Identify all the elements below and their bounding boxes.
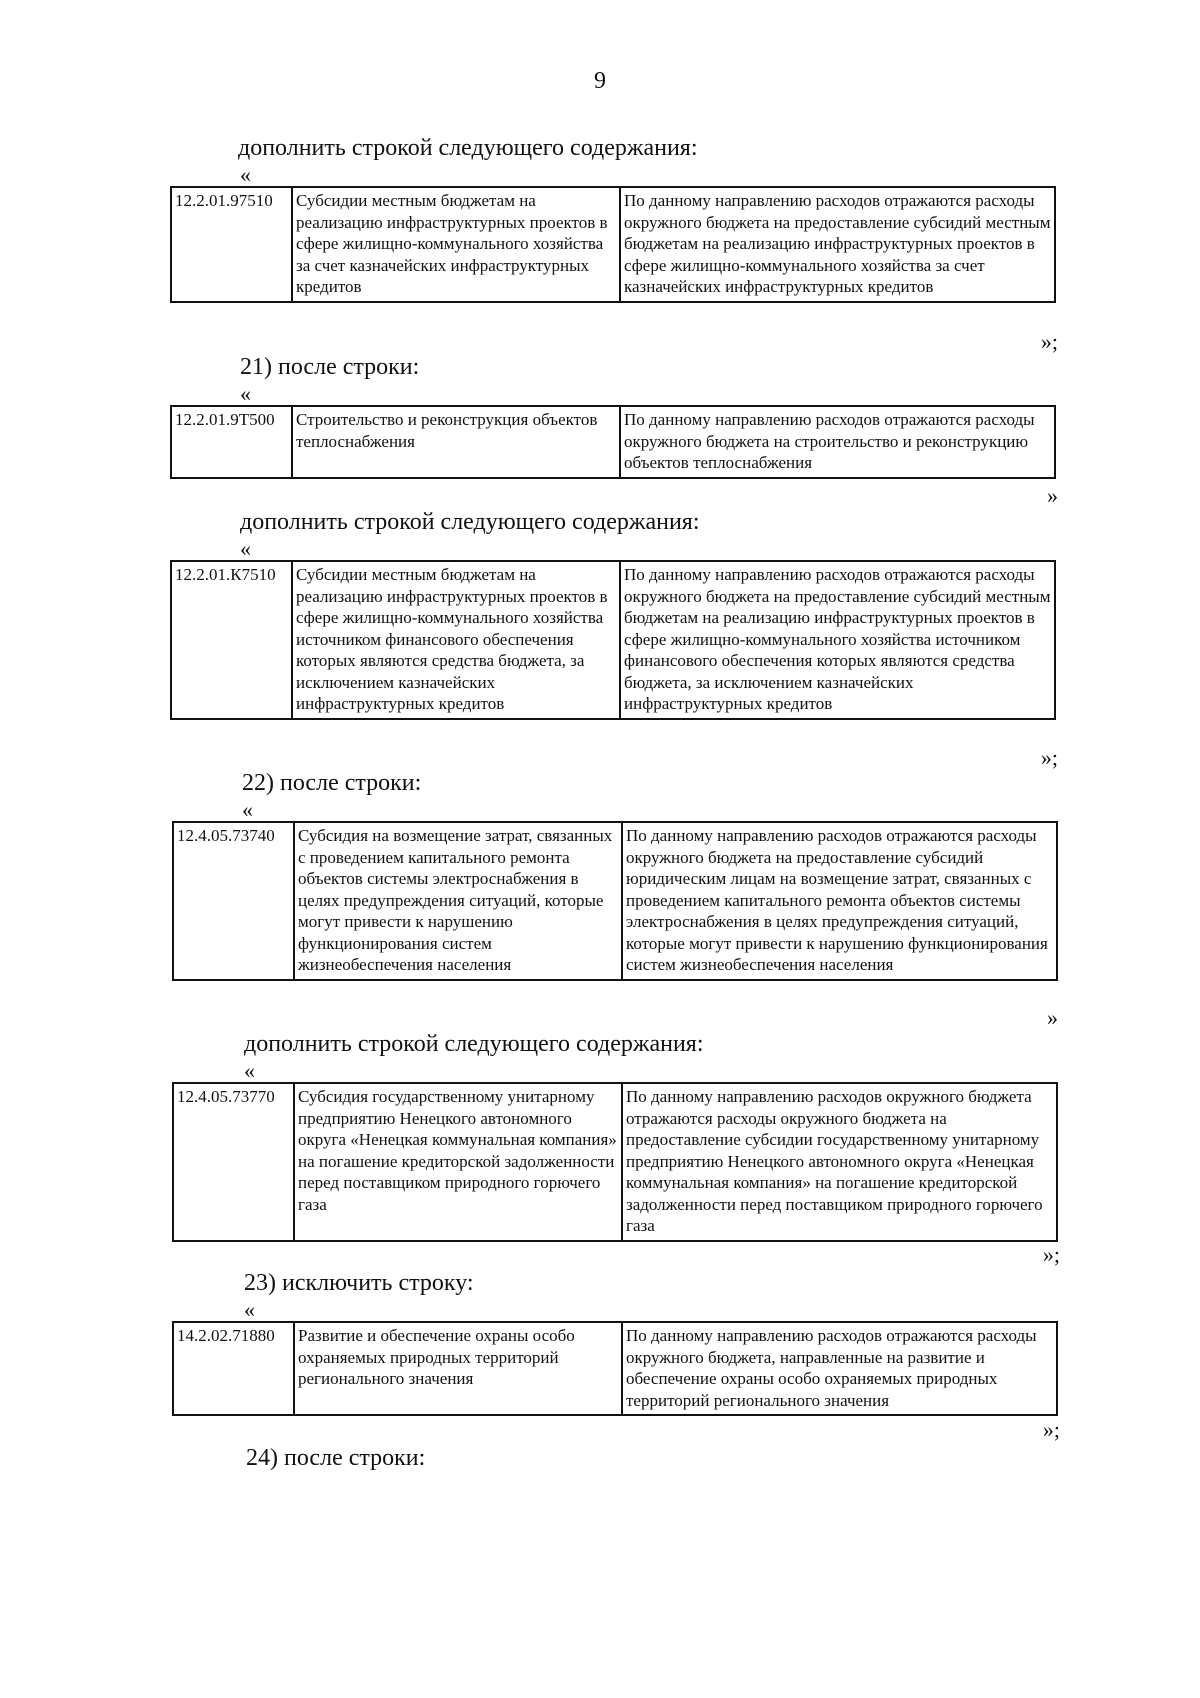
budget-row-table	[170, 560, 1056, 720]
row-description: По данному направлению расходов окружного бюджета отражаются расходы окружного бюджета на предоставление субсидии государственному унитарному предприятию Ненецкого автономного округа «Ненецкая коммунальная компания» на погашение кредиторской задолженности перед поставщиком природного горючего газа	[622, 1083, 1057, 1241]
budget-row-table	[170, 186, 1056, 303]
block-heading: дополнить строкой следующего содержания:	[240, 509, 700, 535]
row-code: 12.2.01.9Т500	[171, 406, 292, 478]
row-code: 12.4.05.73740	[173, 822, 294, 980]
budget-row-table	[172, 1321, 1058, 1416]
open-quote: «	[240, 381, 251, 406]
open-quote: «	[244, 1058, 255, 1083]
table-row	[171, 561, 1055, 719]
open-quote: «	[244, 1297, 255, 1322]
block-heading: 23) исключить строку:	[244, 1270, 474, 1296]
row-description: По данному направлению расходов отражаются расходы окружного бюджета на предоставление субсидий юридическим лицам на возмещение затрат, связанных с проведением капитального ремонта объектов системы электроснабжения в целях предупреждения ситуаций, которые могут привести к нарушению функционирования систем жизнеобеспечения населения	[622, 822, 1057, 980]
block-heading: 22) после строки:	[242, 770, 422, 796]
block-heading: дополнить строкой следующего содержания:	[244, 1031, 704, 1057]
row-code: 12.4.05.73770	[173, 1083, 294, 1241]
budget-row-table	[170, 405, 1056, 479]
row-name: Субсидии местным бюджетам на реализацию инфраструктурных проектов в сфере жилищно-коммунального хозяйства за счет казначейских инфраструктурных кредитов	[292, 187, 620, 302]
closing-quote: »	[1047, 1005, 1058, 1030]
block-heading: 21) после строки:	[240, 354, 420, 380]
closing-quote: »;	[1042, 1242, 1060, 1267]
row-description: По данному направлению расходов отражаются расходы окружного бюджета, направленные на развитие и обеспечение охраны особо охраняемых природных территорий регионального значения	[622, 1322, 1057, 1415]
open-quote: «	[240, 162, 251, 187]
budget-row-table	[172, 821, 1058, 981]
row-name: Строительство и реконструкция объектов теплоснабжения	[292, 406, 620, 478]
table-row	[173, 1083, 1057, 1241]
row-name: Субсидии местным бюджетам на реализацию инфраструктурных проектов в сфере жилищно-коммунального хозяйства источником финансового обеспечения которых являются средства бюджета, за исключением казначейских инфраструктурных кредитов	[292, 561, 620, 719]
row-description: По данному направлению расходов отражаются расходы окружного бюджета на строительство и реконструкцию объектов теплоснабжения	[620, 406, 1055, 478]
block-heading: 24) после строки:	[246, 1445, 426, 1471]
open-quote: «	[240, 536, 251, 561]
budget-row-table	[172, 1082, 1058, 1242]
closing-quote: »;	[1040, 329, 1058, 354]
page-number: 9	[594, 68, 606, 94]
block-heading: дополнить строкой следующего содержания:	[238, 135, 698, 161]
table-row	[171, 406, 1055, 478]
row-name: Развитие и обеспечение охраны особо охраняемых природных территорий регионального значения	[294, 1322, 622, 1415]
row-description: По данному направлению расходов отражаются расходы окружного бюджета на предоставление субсидий местным бюджетам на реализацию инфраструктурных проектов в сфере жилищно-коммунального хозяйства за счет казначейских инфраструктурных кредитов	[620, 187, 1055, 302]
row-name: Субсидия государственному унитарному предприятию Ненецкого автономного округа «Ненецкая коммунальная компания» на погашение кредиторской задолженности перед поставщиком природного горючего газа	[294, 1083, 622, 1241]
closing-quote: »;	[1040, 745, 1058, 770]
closing-quote: »	[1047, 483, 1058, 508]
table-row	[173, 1322, 1057, 1415]
open-quote: «	[242, 797, 253, 822]
closing-quote: »;	[1042, 1417, 1060, 1442]
row-code: 12.2.01.97510	[171, 187, 292, 302]
row-description: По данному направлению расходов отражаются расходы окружного бюджета на предоставление субсидий местным бюджетам на реализацию инфраструктурных проектов в сфере жилищно-коммунального хозяйства источником финансового обеспечения которых являются средства бюджета, за исключением казначейских инфраструктурных кредитов	[620, 561, 1055, 719]
table-row	[173, 822, 1057, 980]
row-code: 12.2.01.К7510	[171, 561, 292, 719]
row-name: Субсидия на возмещение затрат, связанных с проведением капитального ремонта объектов системы электроснабжения в целях предупреждения ситуаций, которые могут привести к нарушению функционирования систем жизнеобеспечения населения	[294, 822, 622, 980]
table-row	[171, 187, 1055, 302]
row-code: 14.2.02.71880	[173, 1322, 294, 1415]
